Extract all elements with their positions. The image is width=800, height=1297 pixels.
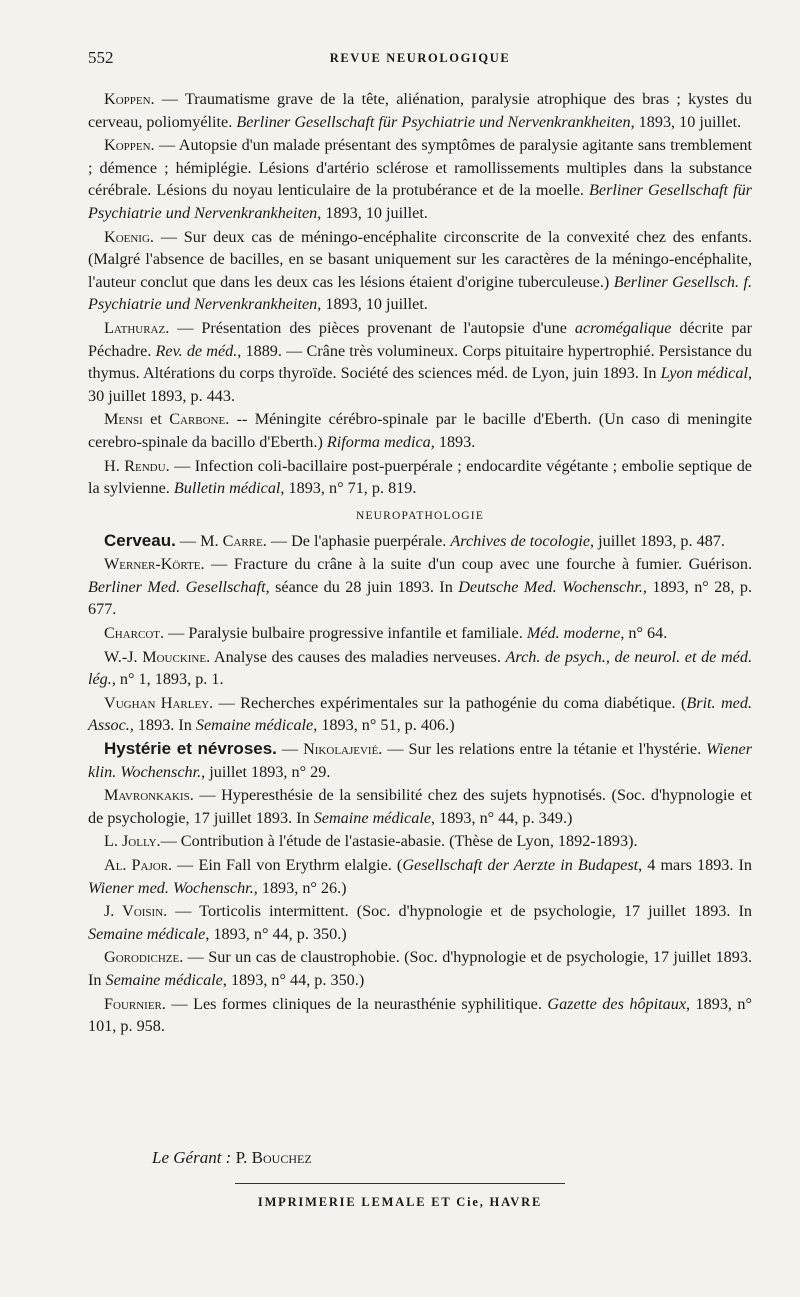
footer-divider [235,1183,565,1184]
entry-tail: , 1893, 10 juillet. [630,112,742,131]
bibliography-entry [88,317,752,407]
bibliography-entry [88,553,752,621]
page-number: 552 [88,48,114,67]
bibliography-entry [88,646,752,691]
entry-source: Bulletin médical [173,479,281,498]
bibliography-entry [88,88,752,133]
bibliography-entry [88,692,752,737]
bibliography-entry [88,854,752,899]
entry-text: — Infection coli-bacillaire post-puerpérale ; endocardite végétante ; embolie septique de la sylvienne. [88,456,752,498]
entry-source: Semaine médicale [88,924,206,943]
bibliography-entry [88,226,752,316]
entry-author: Vughan Harley. [104,693,214,712]
bibliography-entry [88,455,752,500]
entry-source: Semaine médicale [195,716,314,735]
entry-text: décrite par Péchadre. [88,318,753,360]
entry-source: Semaine médicale [313,808,432,827]
entry-source: Brit. med. Assoc. [88,693,753,735]
bibliography-entry [88,993,752,1038]
entry-source: Arch. de psych., de neurol. et de méd. lég. [88,647,752,689]
entry-tail: , n° 64. [620,624,668,643]
entry-text: — Hyperesthésie de la sensibilité chez des sujets hypnotisés. (Soc. d'hypnologie et de psychologie, 17 juillet 1893. In [88,786,752,827]
bibliography-entry [88,738,752,783]
bibliography-entry [88,830,752,853]
bibliography-entry [88,784,752,829]
signature-line [152,1148,312,1168]
entry-tail: , 1893, n° 28, p. 677. [88,577,752,619]
entry-text: , 1889. — Crâne très volumineux. Corps pituitaire hypertrophié. Persistance du thymus. Altérations du corps thyroïde. Société des sciences méd. de Lyon, juin 1893. In [88,341,752,383]
entry-text: , 1893. In [129,716,196,735]
signature-name: P. Bouchez [231,1148,312,1167]
entry-source: Wiener klin. Wochenschr. [88,740,752,781]
entry-text: , séance du 28 juin 1893. In [265,577,459,596]
entry-text: et [142,410,170,429]
entry-source: Archives de tocologie [450,531,591,550]
entry-text: — M. [175,531,223,550]
page-header [88,48,752,74]
entry-tail: , 30 juillet 1893, p. 443. [88,364,752,405]
entry-source: Wiener med. Wochenschr. [88,878,254,897]
entry-author: Mensi [104,410,143,429]
entry-text: Analyse des causes des maladies nerveuses. [210,647,506,666]
section-heading: NEUROPATHOLOGIE [355,509,485,522]
entry-tail: , 1893, 10 juillet. [317,203,428,222]
entry-tail: , 1893, n° 44, p. 349.) [431,808,573,827]
entry-text: — Contribution à l'étude de l'astasie-abasie. (Thèse de Lyon, 1892-1893). [160,832,638,851]
entry-text: — Recherches expérimentales sur la pathogénie du coma diabétique. ( [213,693,687,712]
entry-author: Werner-Körte. [104,555,205,574]
entry-author: H. Rendu. [104,456,170,475]
entry-author: Koenig. [104,227,154,246]
entry-source: Lyon médical [660,364,748,383]
entry-tail: , 1893, n° 44, p. 350.) [205,924,347,943]
entry-text: -- Méningite cérébro-spinale par le bacille d'Eberth. (Un caso di meningite cerebro-spinale da bacillo d'Eberth.) [88,410,752,451]
entry-text: — Les formes cliniques de la neurasthénie syphilitique. [165,994,548,1013]
entry-text: — Autopsie d'un malade présentant des symptômes de paralysie agitante sans tremblement ; démence ; hémiplégie. Lésions d'artério sclérose et ramollissements multiples dans la substance cérébrale. Lésions du noyau lenticulaire de la protubérance et de la moelle. [88,136,752,200]
entry-text: — Sur les relations entre la tétanie et l'hystérie. [382,740,707,759]
entry-author: W.-J. Mouckine. [104,647,211,666]
entry-text: — Ein Fall von Erythrm elalgie. ( [172,856,403,874]
bibliography-entry [88,900,752,945]
bibliography-entry [88,408,752,453]
entry-text: — Traumatisme grave de la tête, aliénation, paralysie atrophique des bras ; kystes du cerveau, poliomyélite. [88,90,752,131]
entry-tail: , 1893, n° 26.) [253,878,347,897]
entry-author: Carre. [222,531,267,550]
entry-source: Deutsche Med. Wochenschr. [458,577,643,596]
printer-imprint: IMPRIMERIE LEMALE ET Cie, HAVRE [257,1195,543,1209]
entry-author: Koppen. [104,90,155,108]
entry-text: — Sur deux cas de méningo-encéphalite circonscrite de la convexité chez des enfants. (Malgré l'absence de bacilles, en se basant uniquement sur les caractères de la méningo-encéphalite, l'auteur conclut que dans les deux cas les lésions étaient d'origine tuberculeuse.) [88,227,752,291]
entry-source: Semaine médicale [105,970,223,989]
entry-author: Gorodichze. [104,948,184,967]
entry-source: Berliner Med. Gesellschaft [88,577,266,596]
entry-author: Koppen. [104,136,155,155]
entry-source: Gesellschaft der Aerzte in Budapest [402,856,639,874]
entry-text: — Paralysie bulbaire progressive infantile et familiale. [164,624,527,643]
entry-text: — Fracture du crâne à la suite d'un coup avec une fourche à fumier. Guérison. [204,555,752,574]
entry-text: — Sur un cas de claustrophobie. (Soc. d'hypnologie et de psychologie, 17 juillet 1893. In [88,948,752,989]
entry-text: , 4 mars 1893. In [638,856,752,874]
entry-source: Méd. moderne [526,624,621,643]
entry-author: Carbone. [169,410,230,429]
bibliography-entry [88,530,752,553]
entry-source: Berliner Gesellschaft für Psychiatrie und Nervenkrankheiten [88,181,752,222]
entry-tail: , n° 1, 1893, p. 1. [111,670,224,689]
entry-tail: , juillet 1893, p. 487. [590,531,725,550]
entry-source: Berliner Gesellschaft für Psychiatrie und Nervenkrankheiten [236,112,631,131]
entry-italic: acromégalique [574,318,672,337]
topic-heading: Hystérie et névroses. [104,739,277,759]
entry-author: L. Jolly. [104,832,161,851]
entry-author: Charcot. [104,624,165,643]
bibliography-entry [88,134,752,224]
entry-author: Nikolajevié. [303,740,383,759]
entry-tail: , juillet 1893, n° 29. [201,762,331,781]
entry-author: Lathuraz. [104,318,170,337]
entry-text: — Torticolis intermittent. (Soc. d'hypnologie et de psychologie, 17 juillet 1893. In [167,902,753,921]
entry-source: Gazette des hôpitaux [547,994,687,1013]
bibliography-entry [88,946,752,991]
page-body [88,88,752,1039]
entry-tail: , 1893, n° 71, p. 819. [280,479,417,498]
entry-tail: , 1893, n° 44, p. 350.) [222,970,365,989]
bibliography-entry [88,622,752,645]
entry-author: J. Voisin. [104,902,168,921]
entry-tail: , 1893, 10 juillet. [317,295,428,314]
running-title: REVUE NEUROLOGIQUE [329,51,511,65]
entry-author: Fournier. [104,994,166,1013]
entry-source: Berliner Gesellsch. f. Psychiatrie und Nervenkrankheiten [88,272,752,314]
signature-label: Le Gérant : [152,1148,232,1167]
topic-heading: Cerveau. [104,530,176,550]
entry-author: Al. Pajor. [104,856,173,874]
entry-tail: , 1893, n° 101, p. 958. [88,994,752,1036]
entry-author: Mavronkakis. [104,786,194,805]
entry-text: — [276,740,304,759]
entry-tail: , 1893. [430,432,476,451]
entry-text: — De l'aphasie puerpérale. [266,531,451,550]
entry-text: — Présentation des pièces provenant de l'autopsie d'une [169,318,575,337]
entry-tail: , 1893, n° 51, p. 406.) [313,716,455,735]
entry-source: Riforma medica [326,432,431,451]
entry-source: Rev. de méd. [155,341,238,360]
